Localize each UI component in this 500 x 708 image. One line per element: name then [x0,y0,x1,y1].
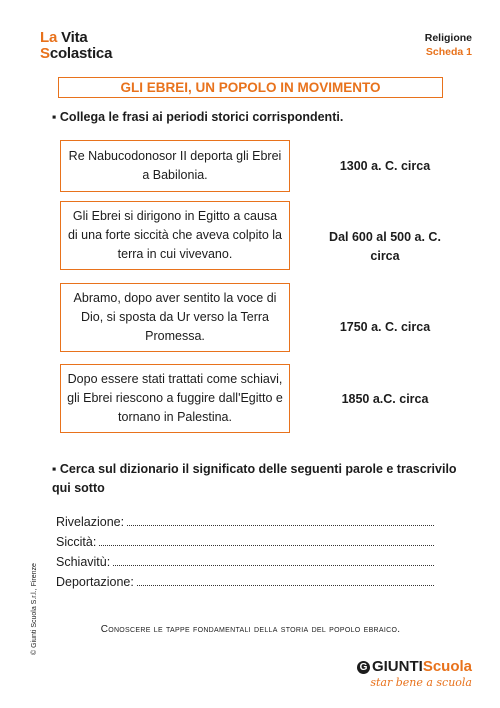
logo-part: S [40,45,50,62]
sentence-box [60,201,290,270]
sentence-text: Gli Ebrei si dirigono in Egitto a causa di una forte siccità che aveva colpito la terra in cui vivevano. [67,209,282,261]
copyright-notice: © Giunti Scuola S.r.l., Firenze [31,563,38,655]
exercise2-instruction: ▪ Cerca sul dizionario il significato delle seguenti parole e trascrivilo qui sotto [52,462,457,495]
definition-line [56,554,434,570]
learning-objective: Conoscere le tappe fondamentali della storia del popolo ebraico. [100,624,401,635]
publisher-mark-icon: G [357,661,370,674]
answer-blank[interactable] [137,574,434,586]
word-label: Deportazione: [56,575,134,589]
publisher-logo [357,658,472,690]
page-title: GLI EBREI, UN POPOLO IN MOVIMENTO [58,77,443,98]
period-label: Dal 600 al 500 a. C. circa [329,230,441,263]
logo-part: colastica [49,45,113,62]
word-label: Siccità: [56,535,97,549]
sentence-text: Dopo essere stati trattati come schiavi, gli Ebrei riescono a fuggire dall'Egitto e tornano in Palestina. [67,372,283,424]
definition-line [56,574,434,590]
word-label: Schiavitù: [56,555,111,569]
sheet-info [425,31,472,59]
answer-blank[interactable] [127,514,434,526]
exercise1-instruction: ▪ Collega le frasi ai periodi storici corrispondenti. [52,110,344,124]
sheet-number: Scheda 1 [425,46,472,58]
publisher-name: GIUNTI [371,658,423,675]
sentence-box [60,364,290,433]
logo-part: Vita [57,29,88,46]
period-label: 1850 a.C. circa [341,392,429,406]
sentence-box [60,140,290,192]
publisher-name-suffix: Scuola [422,658,472,675]
logo-part: La [40,29,58,46]
sentence-text: Re Nabucodonosor II deporta gli Ebrei a Babilonia. [68,149,282,182]
publisher-tagline: star bene a scuola [370,676,472,689]
word-label: Rivelazione: [56,515,125,529]
sentence-text: Abramo, dopo aver sentito la voce di Dio, si sposta da Ur verso la Terra Promessa. [73,291,277,343]
definition-line [56,514,434,530]
period-label: 1750 a. C. circa [339,320,431,334]
definition-line [56,534,434,550]
magazine-logo [40,30,112,62]
sentence-box [60,283,290,352]
answer-blank[interactable] [113,554,434,566]
subject-label: Religione [424,32,472,44]
period-label: 1300 a. C. circa [339,159,431,173]
answer-blank[interactable] [99,534,434,546]
